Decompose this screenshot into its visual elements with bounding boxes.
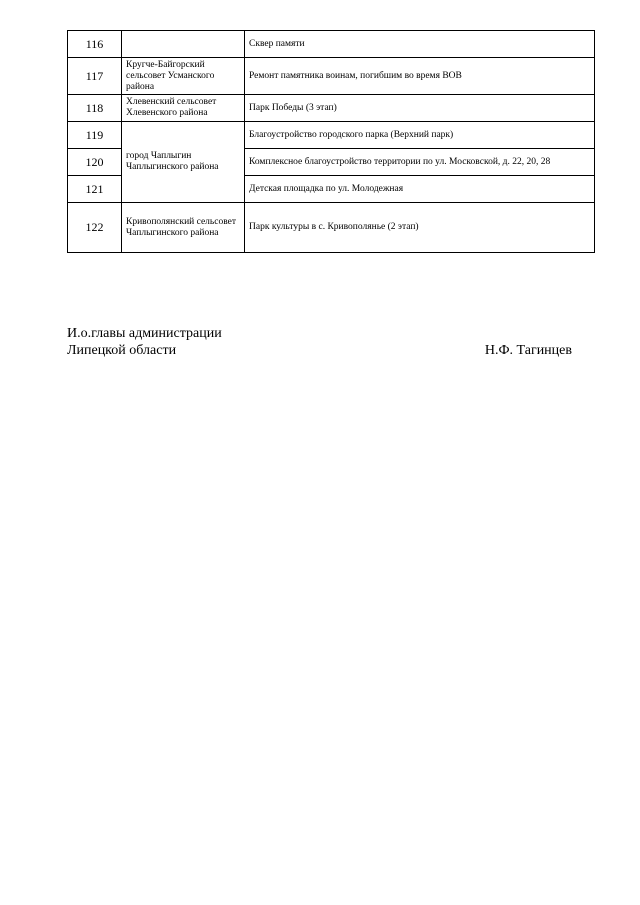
row-number: 117 (68, 58, 122, 95)
table-row (68, 58, 595, 95)
work-description: Детская площадка по ул. Молодежная (245, 176, 595, 203)
row-number: 122 (68, 203, 122, 253)
organization-cell: Хлевенский сельсовет Хлевенского района (122, 95, 245, 122)
organization-cell: Кривополянский сельсовет Чаплыгинского района (122, 203, 245, 253)
row-number: 119 (68, 122, 122, 149)
row-number: 121 (68, 176, 122, 203)
signatory-title: И.о.главы администрации (67, 326, 222, 341)
signatory-name: Н.Ф. Тагинцев (484, 343, 572, 358)
projects-table (67, 30, 595, 253)
table-row (68, 31, 595, 58)
organization-cell: Кругче-Байгорский сельсовет Усманского района (122, 58, 245, 95)
row-number: 120 (68, 149, 122, 176)
work-description: Благоустройство городского парка (Верхний парк) (245, 122, 595, 149)
work-description: Сквер памяти (245, 31, 595, 58)
signature-block (67, 325, 572, 359)
row-number: 116 (68, 31, 122, 58)
work-description: Ремонт памятника воинам, погибшим во время ВОВ (245, 58, 595, 95)
signatory-region: Липецкой области (67, 343, 177, 358)
work-description: Парк Победы (3 этап) (245, 95, 595, 122)
row-number: 118 (68, 95, 122, 122)
table-row (68, 203, 595, 253)
organization-cell: город Чаплыгин Чаплыгинского района (122, 122, 245, 203)
work-description: Парк культуры в с. Кривополянье (2 этап) (245, 203, 595, 253)
table-row (68, 122, 595, 149)
organization-cell (122, 31, 245, 58)
work-description: Комплексное благоустройство территории по ул. Московской, д. 22, 20, 28 (245, 149, 595, 176)
table-row (68, 95, 595, 122)
